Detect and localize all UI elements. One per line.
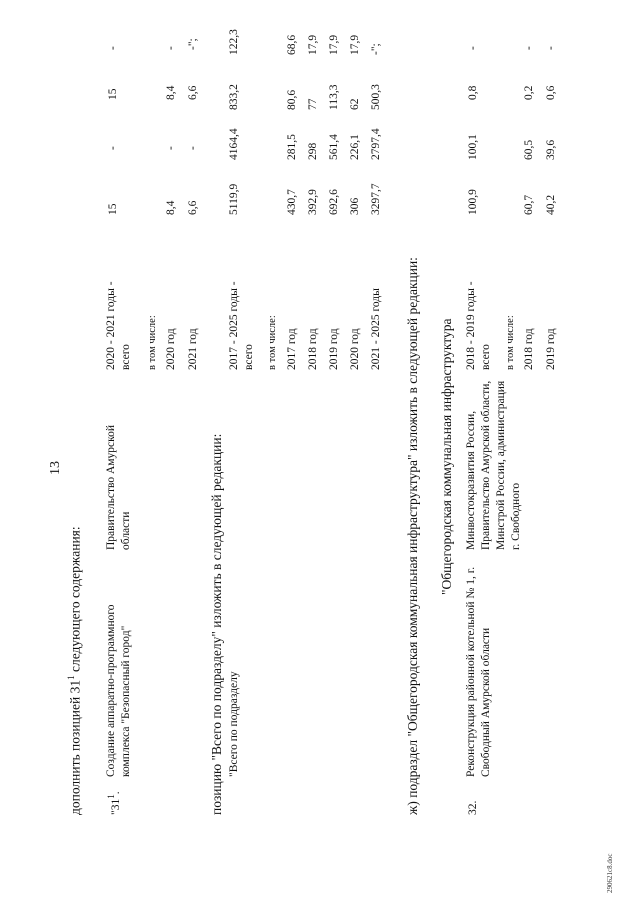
- row31-c3-0: 15: [107, 88, 119, 100]
- total-period-5: 2020 год: [349, 328, 361, 370]
- row32-c4-0: -: [467, 46, 479, 50]
- row32-period-3: 2019 год: [545, 328, 557, 370]
- total-c1-5: 306: [349, 197, 361, 215]
- paragraph-subsection: ж) подраздел "Общегородская коммунальная инфраструктура" изложить в следующей редакции:: [405, 257, 420, 815]
- row32-c3-0: 0,8: [467, 85, 479, 100]
- paragraph-total-section: позицию "Всего по подразделу" изложить в следующей редакции:: [209, 433, 224, 815]
- row32-c3-3: 0,6: [545, 85, 557, 100]
- total-c4-0: 122,3: [228, 29, 240, 55]
- page-number: 13: [48, 461, 63, 475]
- row31-c2-3: -: [187, 146, 199, 150]
- row31-period-1: в том числе:: [147, 315, 158, 370]
- subsection-heading: "Общегородская коммунальная инфраструктура: [439, 318, 454, 595]
- row31-c4-2: -: [165, 46, 177, 50]
- row31-period-3: 2021 год: [187, 328, 199, 370]
- row32-c4-3: -: [545, 46, 557, 50]
- row31-c4-0: -: [107, 46, 119, 50]
- total-c1-3: 392,9: [307, 189, 319, 215]
- intro-text: дополнить позицией 31: [67, 679, 83, 815]
- total-c3-4: 113,3: [328, 84, 340, 110]
- total-period-0: 2017 - 2025 годы - всего: [228, 281, 255, 370]
- row32-c2-0: 100,1: [467, 134, 479, 160]
- total-c4-2: 68,6: [286, 34, 298, 55]
- intro-paragraph: [66, 526, 84, 815]
- row31-c1-3: 6,6: [187, 200, 199, 215]
- row31-name: Создание аппаратно-программного комплекса "Безопасный город": [105, 604, 132, 777]
- total-name: "Всего по подразделу: [228, 671, 240, 777]
- total-c3-0: 833,2: [228, 84, 240, 110]
- row32-c2-3: 39,6: [545, 139, 557, 160]
- row31-c3-3: 6,6: [187, 85, 199, 100]
- total-c3-5: 62: [349, 98, 361, 110]
- total-c1-2: 430,7: [286, 189, 298, 215]
- footer-file-code: 290621c8.doc: [606, 853, 614, 893]
- row32-number: 32.: [467, 800, 479, 815]
- total-c2-2: 281,5: [286, 134, 298, 160]
- total-c4-3: 17,9: [307, 34, 319, 55]
- row31-c4-3: -";: [187, 38, 199, 50]
- row32-period-0: 2018 - 2019 годы - всего: [465, 281, 492, 370]
- total-c1-6: 3297,7: [370, 183, 382, 215]
- intro-superscript: 1: [66, 675, 76, 680]
- row31-number: "$31^1$.: [106, 791, 122, 815]
- total-c4-4: 17,9: [328, 34, 340, 55]
- intro-rest: следующего содержания:: [67, 526, 83, 676]
- row32-executor: Минвостокразвития России, Правительство Амурской области, Минстрой России, администрация г. Свободного: [465, 380, 522, 550]
- total-c2-5: 226,1: [349, 134, 361, 160]
- row32-c4-2: -: [523, 46, 535, 50]
- row31-c2-0: -: [107, 146, 119, 150]
- row31-period-2: 2020 год: [165, 328, 177, 370]
- row32-c1-3: 40,2: [545, 194, 557, 215]
- total-c2-0: 4164,4: [228, 128, 240, 160]
- total-period-3: 2018 год: [307, 328, 319, 370]
- row31-c1-0: 15: [107, 203, 119, 215]
- total-c4-5: 17,9: [349, 34, 361, 55]
- total-c2-3: 298: [307, 142, 319, 160]
- row32-c1-0: 100,9: [467, 189, 479, 215]
- row32-period-2: 2018 год: [523, 328, 535, 370]
- total-c2-4: 561,4: [328, 134, 340, 160]
- row32-c3-2: 0,2: [523, 85, 535, 100]
- total-period-1: в том числе:: [267, 315, 278, 370]
- row32-c1-2: 60,7: [523, 194, 535, 215]
- row31-c1-2: 8,4: [165, 200, 177, 215]
- total-c3-3: 77: [307, 98, 319, 110]
- total-c1-4: 692,6: [328, 189, 340, 215]
- total-period-2: 2017 год: [286, 328, 298, 370]
- row32-c2-2: 60,5: [523, 139, 535, 160]
- row31-executor: Правительство Амурской области: [105, 424, 132, 550]
- row31-period-0: 2020 - 2021 годы - всего: [105, 281, 132, 370]
- total-period-4: 2019 год: [328, 328, 340, 370]
- total-c3-2: 80,6: [286, 89, 298, 110]
- total-c2-6: 2797,4: [370, 128, 382, 160]
- row32-name: Реконструкция районной котельной № 1, г. Свободный Амурской области: [465, 566, 492, 777]
- row31-c2-2: -: [165, 146, 177, 150]
- row32-period-1: в том числе:: [505, 315, 516, 370]
- row31-c3-2: 8,4: [165, 85, 177, 100]
- total-period-6: 2021 - 2025 годы: [370, 288, 382, 370]
- total-c1-0: 5119,9: [228, 183, 240, 215]
- total-c3-6: 500,3: [370, 84, 382, 110]
- total-c4-6: -";: [370, 43, 382, 55]
